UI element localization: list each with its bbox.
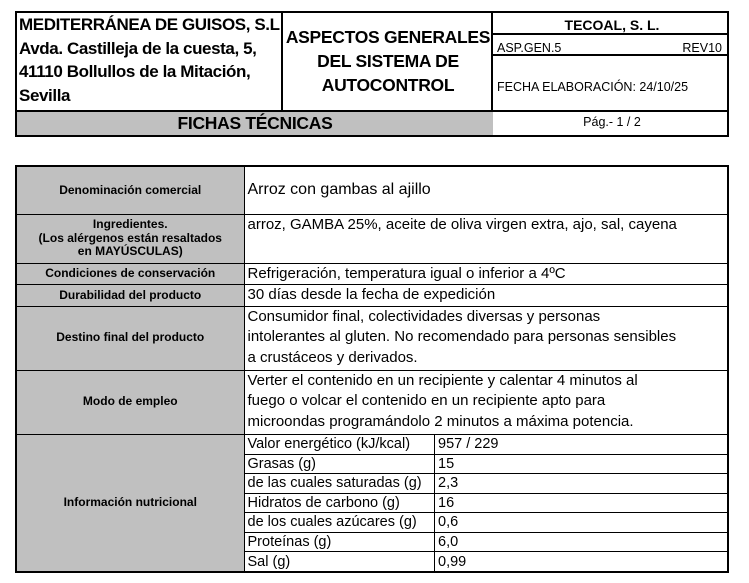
nutrient-value: 0,99 (438, 553, 467, 570)
label-conservacion: Condiciones de conservación (16, 263, 244, 285)
nutrition-table (245, 435, 728, 572)
nutrition-row (245, 474, 728, 494)
label-ingredientes-line: (Los alérgenos están resaltados (38, 230, 222, 245)
label-ingredientes (16, 214, 244, 263)
value-ingredientes: arroz, GAMBA 25%, aceite de oliva virgen extra, ajo, sal, cayena (244, 214, 728, 263)
elaboration-date: FECHA ELABORACIÓN: 24/10/25 (497, 80, 689, 94)
nutrition-cell (244, 434, 728, 572)
document-title-line: AUTOCONTROL (321, 75, 455, 95)
nutrient-name: Valor energético (kJ/kcal) (245, 435, 435, 455)
table-row (16, 306, 728, 370)
table-row (16, 370, 728, 434)
nutrition-row (245, 513, 728, 533)
nutrition-row (245, 454, 728, 474)
document-code: ASP.GEN.5 (497, 41, 562, 55)
value-modo-empleo-line: Verter el contenido en un recipiente y calentar 4 minutos al (247, 371, 638, 389)
nutrient-value: 957 / 229 (435, 435, 728, 455)
company-name: MEDITERRÁNEA DE GUISOS, S.L (19, 15, 280, 34)
table-row (16, 263, 728, 285)
document-title-line: ASPECTOS GENERALES (285, 27, 491, 47)
technical-sheet-table (15, 165, 729, 573)
revision-number: REV10 (682, 41, 722, 55)
document-title (285, 25, 491, 97)
nutrient-name: Proteínas (g) (245, 532, 435, 552)
nutrient-name: de las cuales saturadas (g) (245, 474, 435, 494)
nutrient-value: 2,3 (435, 474, 728, 494)
nutrient-name: Grasas (g) (245, 454, 435, 474)
value-modo-empleo (244, 370, 728, 434)
nutrient-name: Sal (g) (245, 552, 435, 572)
table-row (16, 434, 728, 572)
document-header (15, 11, 729, 137)
nutrient-value: 16 (435, 493, 728, 513)
owner-name: TECOAL, S. L. (564, 17, 660, 33)
label-nutricion: Información nutricional (16, 434, 244, 572)
company-address-city: 41110 Bollullos de la Mitación, (19, 62, 251, 81)
document-title-line: DEL SISTEMA DE (317, 51, 459, 71)
header-divider (491, 33, 727, 35)
nutrition-row (245, 532, 728, 552)
nutrient-value: 6,0 (435, 532, 728, 552)
section-title: FICHAS TÉCNICAS (17, 112, 493, 135)
company-block (19, 13, 281, 107)
value-denominacion: Arroz con gambas al ajillo (244, 166, 728, 214)
company-address-province: Sevilla (19, 85, 71, 105)
value-destino (244, 306, 728, 370)
value-destino-line: a crustáceos y derivados. (247, 348, 418, 366)
value-durabilidad: 30 días desde la fecha de expedición (244, 285, 728, 307)
label-ingredientes-line: en MAYÚSCULAS) (77, 244, 183, 259)
value-conservacion: Refrigeración, temperatura igual o inferior a 4ºC (244, 263, 728, 285)
nutrient-value: 0,6 (435, 513, 728, 533)
table-row (16, 285, 728, 307)
value-destino-line: Consumidor final, colectividades diversas y personas (247, 307, 601, 325)
value-destino-line: intolerantes al gluten. No recomendado para personas sensibles (247, 328, 677, 345)
value-modo-empleo-line: microondas programándolo 2 minutos a máxima potencia. (247, 412, 634, 430)
table-row (16, 214, 728, 263)
label-ingredientes-line: Ingredientes. (92, 217, 168, 232)
nutrition-row (245, 493, 728, 513)
label-modo-empleo: Modo de empleo (16, 370, 244, 434)
page-number: Pág.- 1 / 2 (583, 115, 641, 129)
nutrition-row (245, 552, 728, 572)
nutrient-name: Hidratos de carbono (g) (245, 493, 435, 513)
label-denominacion: Denominación comercial (16, 166, 244, 214)
label-destino: Destino final del producto (16, 306, 244, 370)
nutrition-row (245, 435, 728, 455)
value-modo-empleo-line: fuego o volcar el contenido en un recipiente apto para (247, 392, 606, 409)
table-row (16, 166, 728, 214)
label-durabilidad: Durabilidad del producto (16, 285, 244, 307)
nutrient-value: 15 (435, 454, 728, 474)
company-address-street: Avda. Castilleja de la cuesta, 5, (19, 38, 257, 58)
nutrient-name: de los cuales azúcares (g) (245, 513, 435, 533)
